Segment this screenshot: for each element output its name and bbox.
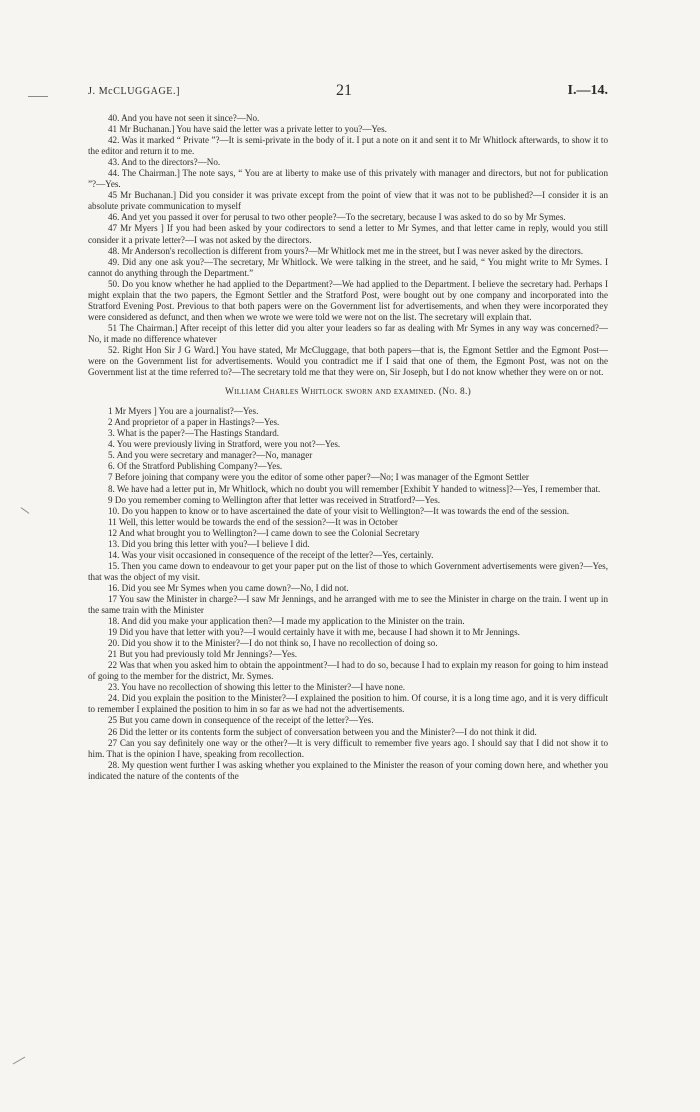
question-answer: 40. And you have not seen it since?—No.: [108, 113, 260, 123]
question-answer: 27 Can you say definitely one way or the other?—It is very difficult to remember five years ago. I should say that I did not show it to him. That is the opinion I have, speaking from recollection.: [88, 737, 608, 759]
page-header: [88, 82, 608, 104]
margin-mark: [21, 507, 30, 514]
question-answer: 47 Mr Myers ] If you had been asked by your codirectors to send a letter to Mr Symes, and that letter came in reply, would you still consider it a private letter?—I was not asked by the directors.: [88, 223, 608, 245]
section-whitlock: [88, 406, 608, 782]
question-answer: 18. And did you make your application then?—I made my application to the Minister on the train.: [108, 616, 465, 627]
question-answer: 1 Mr Myers ] You are a journalist?—Yes.: [108, 406, 259, 417]
question-answer: 48. Mr Anderson's recollection is different from yours?—Mr Whitlock met me in the street, but I was never asked by the directors.: [108, 245, 584, 256]
question-answer: 7 Before joining that company were you the editor of some other paper?—No; I was manager of the Egmont Settler: [108, 472, 529, 483]
testimony-body: [88, 113, 608, 782]
margin-mark: [28, 96, 48, 97]
question-answer: 17 You saw the Minister in charge?—I saw Mr Jennings, and he arranged with me to see the Minister in charge on the train. I went up in the same train with the Minister: [88, 593, 608, 616]
question-answer: 5. And you were secretary and manager?—No, manager: [108, 450, 313, 461]
question-answer: 45 Mr Buchanan.] Did you consider it was private except from the point of view that it was not to be published?—I consider it is an absolute private communication to myself: [88, 190, 608, 212]
question-answer: 12 And what brought you to Wellington?—I came down to see the Colonial Secretary: [108, 527, 420, 538]
question-answer: 2 And proprietor of a paper in Hastings?—Yes.: [108, 417, 280, 428]
question-answer: 13. Did you bring this letter with you?—I believe I did.: [108, 538, 310, 549]
question-answer: 46. And yet you passed it over for perusal to two other people?—To the secretary, because I was asked to do so by Mr Symes.: [108, 212, 566, 223]
page-number: 21: [336, 82, 352, 99]
question-answer: 15. Then you came down to endeavour to get your paper put on the list of those to which Government advertisements were given?—Yes, that was the object of my visit.: [88, 560, 608, 582]
question-answer: 3. What is the paper?—The Hastings Standard.: [108, 428, 280, 439]
question-answer: 19 Did you have that letter with you?—I would certainly have it with me, because I had shown it to Mr Jennings.: [108, 627, 520, 638]
question-answer: 10. Do you happen to know or to have ascertained the date of your visit to Wellington?—It was towards the end of the session.: [108, 505, 570, 516]
question-answer: 9 Do you remember coming to Wellington after that letter was received in Stratford?—Yes.: [108, 494, 441, 505]
question-answer: 41 Mr Buchanan.] You have said the letter was a private letter to you?—Yes.: [108, 124, 387, 135]
question-answer: 51 The Chairman.] After receipt of this letter did you alter your leaders so far as dealing with Mr Symes in any way was concerned?—No, it made no difference whatever: [88, 322, 608, 344]
paper-reference: I.—14.: [567, 83, 608, 98]
question-answer: 23. You have no recollection of showing this letter to the Minister?—I have none.: [108, 682, 406, 693]
question-answer: 28. My question went further I was asking whether you explained to the Minister the reason of your coming down here, and whether you indicated the nature of the contents of the: [88, 759, 608, 781]
question-answer: 21 But you had previously told Mr Jennings?—Yes.: [108, 649, 298, 660]
question-answer: 49. Did any one ask you?—The secretary, Mr Whitlock. We were talking in the street, and he said, “ You might write to Mr Symes. I cannot do anything through the Department.”: [88, 256, 608, 278]
question-answer: 8. We have had a letter put in, Mr Whitlock, which no doubt you will remember [Exhibit Y handed to witness]?—Yes, I remember that.: [108, 483, 601, 494]
question-answer: 25 But you came down in consequence of the receipt of the letter?—Yes.: [108, 715, 374, 726]
question-answer: 42. Was it marked “ Private ”?—It is semi-private in the body of it. I put a note on it and sent it to Mr Whitlock afterwards, to show it to the editor and return it to me.: [88, 135, 608, 157]
question-answer: 11 Well, this letter would be towards the end of the session?—It was in October: [108, 516, 398, 527]
question-answer: 50. Do you know whether he had applied to the Department?—We had applied to the Department. I believe the secretary had. Perhaps I might explain that the two papers, the Egmont Settler and the Stratford Post, were bought out by one company and incorporated into the Stratford Evening Post. Previous to that both papers were on the Government list for advertisements, and when they were incorporated they were considered as defunct, and then when we wrote we were told we were not on the list. The secretary will explain that.: [88, 278, 608, 322]
section-mccluggage: [88, 113, 608, 378]
question-answer: 43. And to the directors?—No.: [108, 157, 221, 168]
question-answer: 16. Did you see Mr Symes when you came down?—No, I did not.: [108, 582, 349, 593]
witness-heading: William Charles Whitlock sworn and examined. (No. 8.): [224, 387, 472, 398]
question-answer: 6. Of the Stratford Publishing Company?—Yes.: [108, 461, 283, 472]
question-answer: 24. Did you explain the position to the Minister?—I explained the position to him. Of course, it is a long time ago, and it is very difficult to remember I explained the position to him in so far as we had not the advertisements.: [88, 693, 608, 715]
question-answer: 26 Did the letter or its contents form the subject of conversation between you and the Minister?—I do not think it did.: [108, 726, 537, 737]
question-answer: 52. Right Hon Sir J G Ward.] You have stated, Mr McCluggage, that both papers—that is, the Egmont Settler and the Egmont Post—were on the Government list for advertisements. Would you contradict me if I said that one of them, the Egmont Post, was not on the Government list at the time referred to?—The secretary told me that they were on, Sir Joseph, but I do not know whether they were on or not.: [88, 344, 608, 378]
question-answer: 4. You were previously living in Stratford, were you not?—Yes.: [108, 439, 341, 450]
question-answer: 20. Did you show it to the Minister?—I do not think so, I have no recollection of doing so.: [108, 638, 438, 649]
question-answer: 44. The Chairman.] The note says, “ You are at liberty to make use of this privately with manager and directors, but not for publication ”?—Yes.: [88, 168, 608, 190]
question-answer: 14. Was your visit occasioned in consequence of the receipt of the letter?—Yes, certainly.: [108, 549, 434, 560]
margin-mark: [13, 1057, 26, 1065]
question-answer: 22 Was that when you asked him to obtain the appointment?—I had to do so, because I had to explain my reason for going to him instead of going to the member for the district, Mr. Symes.: [88, 660, 608, 682]
header-witness-name: J. McCLUGGAGE.]: [88, 86, 181, 97]
